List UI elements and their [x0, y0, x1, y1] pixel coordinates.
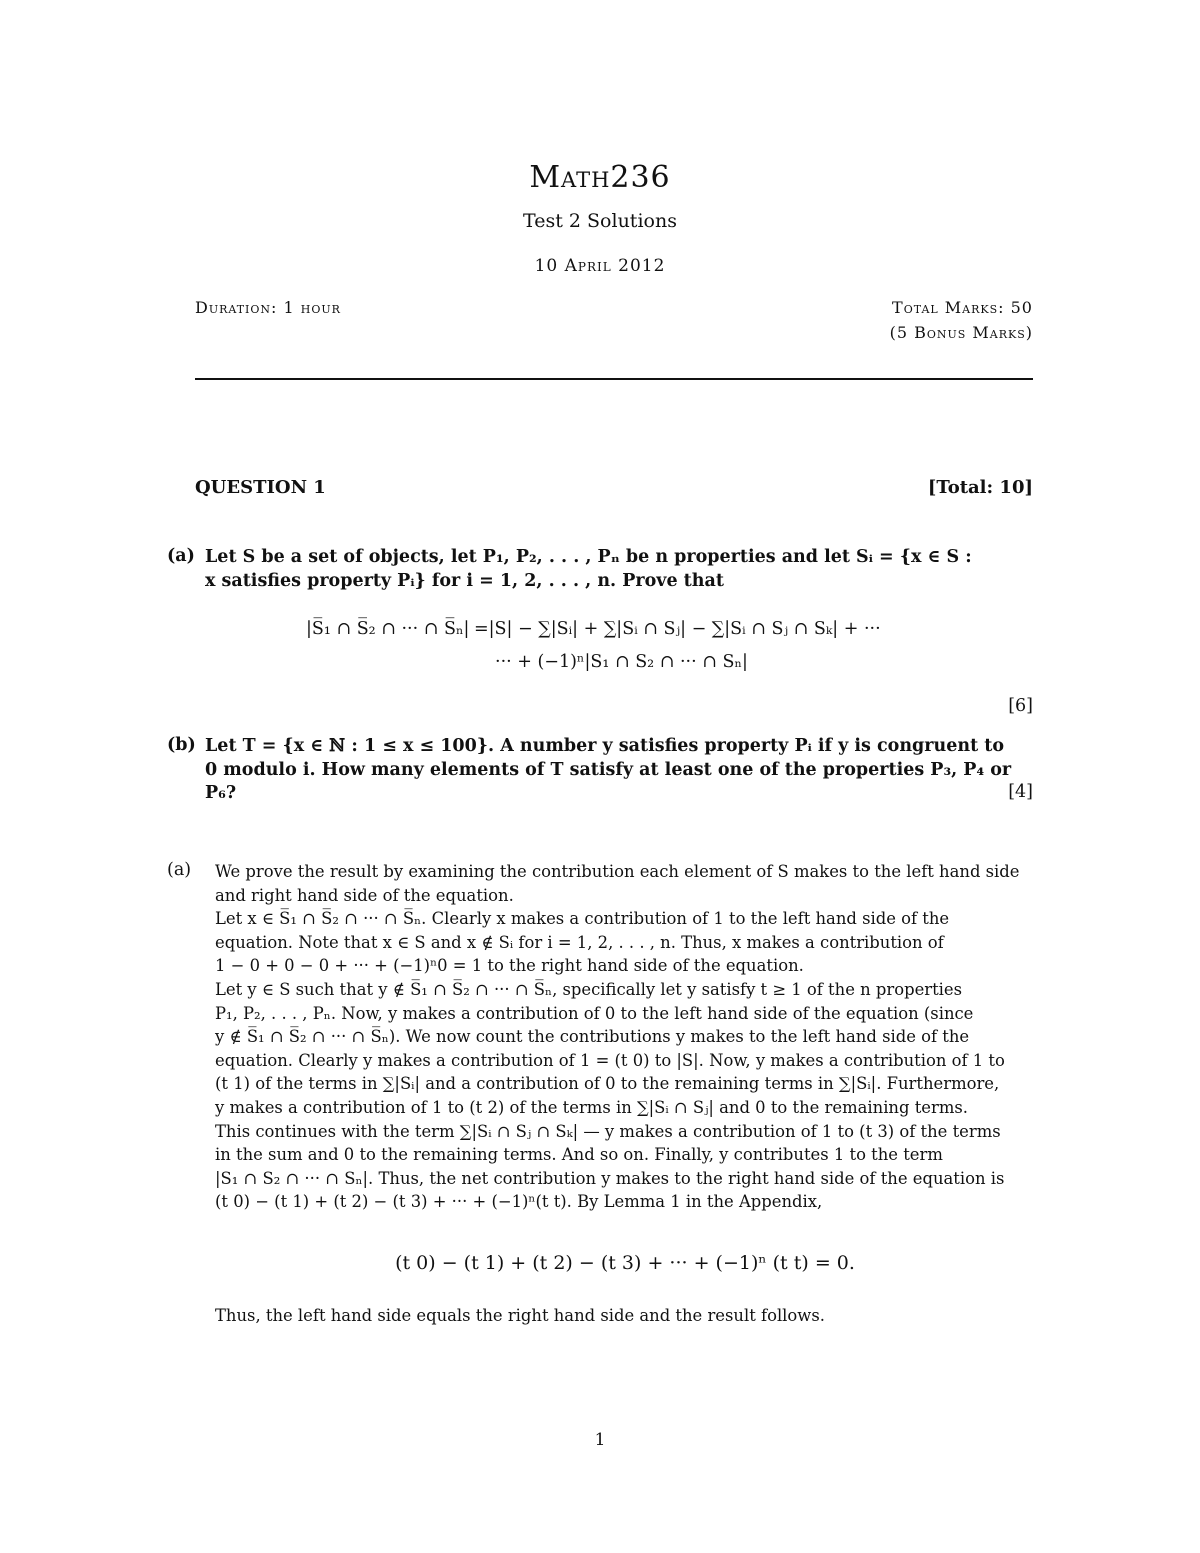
solution-line: (t 0) − (t 1) + (t 2) − (t 3) + ··· + (−1)ⁿ(t t). By Lemma 1 in the Appendix, — [215, 1192, 823, 1212]
part-a-marks: [6] — [1008, 696, 1033, 716]
part-b-line-3: P₆? — [205, 783, 237, 804]
solution-line: 1 − 0 + 0 − 0 + ··· + (−1)ⁿ0 = 1 to the right hand side of the equation. — [215, 956, 804, 976]
solution-line: |S₁ ∩ S₂ ∩ ··· ∩ Sₙ|. Thus, the net contribution y makes to the right hand side of the equation is — [215, 1168, 1005, 1188]
solution-line: We prove the result by examining the contribution each element of S makes to the left hand side — [215, 862, 1020, 881]
exam-date: 10 April 2012 — [534, 256, 666, 276]
solution-line: equation. Note that x ∈ S and x ∉ Sᵢ for i = 1, 2, . . . , n. Thus, x makes a contribution of — [215, 932, 944, 952]
duration: Duration: 1 hour — [195, 298, 341, 317]
display-equation: (t 0) − (t 1) + (t 2) − (t 3) + ··· + (−1)ⁿ (t t) = 0. — [395, 1252, 855, 1274]
solution-line: and right hand side of the equation. — [215, 885, 514, 905]
part-a-text — [205, 546, 1033, 593]
part-a-line-2: x satisfies property Pᵢ} for i = 1, 2, . . . , n. Prove that — [205, 570, 724, 591]
total-marks: Total Marks: 50 — [892, 298, 1033, 317]
solution-line: (t 1) of the terms in ∑|Sᵢ| and a contribution of 0 to the remaining terms in ∑|Sᵢ|. Furthermore, — [215, 1074, 1000, 1094]
part-a-formula-line-2: ··· + (−1)ⁿ|S₁ ∩ S₂ ∩ ··· ∩ Sₙ| — [495, 652, 748, 672]
page-number: 1 — [594, 1430, 606, 1450]
part-b-label: (b) — [167, 735, 196, 755]
solution-line: y ∉ S̅₁ ∩ S̅₂ ∩ ··· ∩ S̅ₙ). We now count the contributions y makes to the left hand side of the — [215, 1027, 970, 1047]
question-title: QUESTION 1 — [195, 477, 326, 498]
part-a-formula-lhs: |S̅₁ ∩ S̅₂ ∩ ··· ∩ S̅ₙ| — [306, 619, 470, 639]
solution-a-label: (a) — [167, 860, 192, 880]
part-a-line-1: Let S be a set of objects, let P₁, P₂, . . . , Pₙ be n properties and let Sᵢ = {x ∈ S : — [205, 547, 972, 567]
bonus-marks: (5 Bonus Marks) — [889, 323, 1033, 342]
document-subtitle: Test 2 Solutions — [523, 210, 677, 232]
solution-line: This continues with the term ∑|Sᵢ ∩ Sⱼ ∩ Sₖ| — y makes a contribution of 1 to (t 3) of the terms — [215, 1121, 1001, 1141]
part-a-formula-rhs: =|S| − ∑|Sᵢ| + ∑|Sᵢ ∩ Sⱼ| − ∑|Sᵢ ∩ Sⱼ ∩ Sₖ| + ··· — [474, 619, 881, 639]
solution-a-body — [215, 860, 1033, 1214]
solution-conclusion: Thus, the left hand side equals the right hand side and the result follows. — [215, 1306, 825, 1325]
part-b-line-1: Let T = {x ∈ ℕ : 1 ≤ x ≤ 100}. A number y satisfies property Pᵢ if y is congruent to — [205, 736, 1005, 756]
part-b-marks: [4] — [1008, 782, 1033, 802]
solution-line: in the sum and 0 to the remaining terms. And so on. Finally, y contributes 1 to the term — [215, 1145, 943, 1165]
header-divider — [195, 378, 1033, 380]
solution-line: P₁, P₂, . . . , Pₙ. Now, y makes a contribution of 0 to the left hand side of the equation (since — [215, 1003, 974, 1023]
solution-line: y makes a contribution of 1 to (t 2) of the terms in ∑|Sᵢ ∩ Sⱼ| and 0 to the remaining terms. — [215, 1097, 968, 1117]
solution-line: Let x ∈ S̅₁ ∩ S̅₂ ∩ ··· ∩ S̅ₙ. Clearly x makes a contribution of 1 to the left hand side of the — [215, 909, 950, 929]
question-total: [Total: 10] — [927, 477, 1033, 498]
solution-line: Let y ∈ S such that y ∉ S̅₁ ∩ S̅₂ ∩ ··· ∩ S̅ₙ, specifically let y satisfy t ≥ 1 of the n properties — [215, 979, 963, 999]
part-a-label: (a) — [167, 546, 195, 566]
part-b-text — [205, 735, 1033, 806]
solution-line: equation. Clearly y makes a contribution of 1 = (t 0) to |S|. Now, y makes a contribution of 1 to — [215, 1050, 1005, 1070]
part-b-line-2: 0 modulo i. How many elements of T satisfy at least one of the properties P₃, P₄ or — [205, 759, 1012, 780]
course-title: Math236 — [529, 160, 671, 195]
